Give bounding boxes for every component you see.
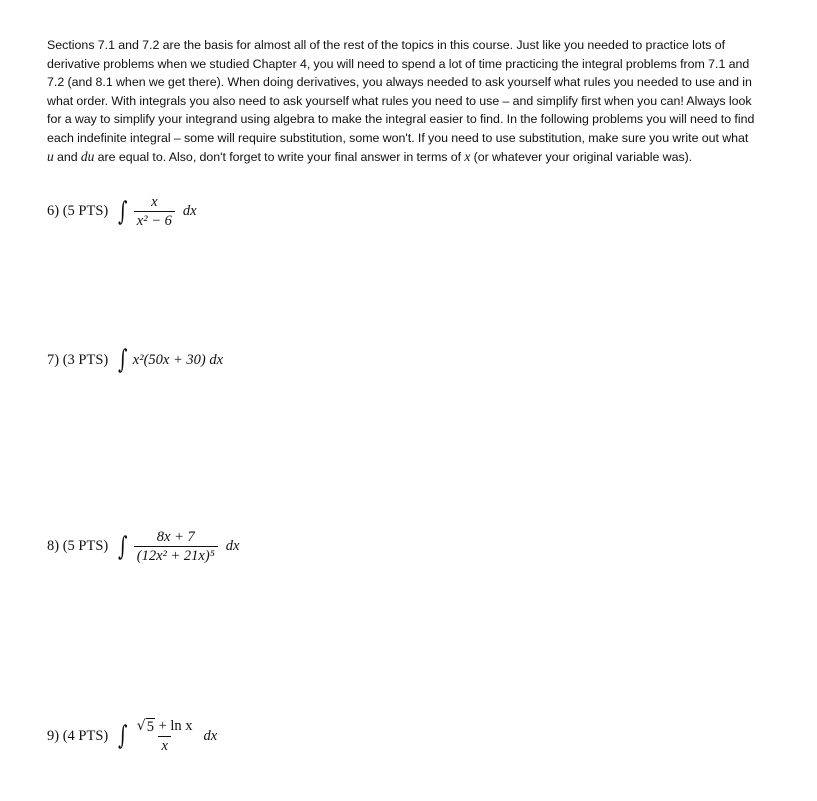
instructions-line: Sections 7.1 and 7.2 are the basis for almost all of the rest of the topics in this course. Just like you needed to practice lots of [47,38,726,52]
problem-label: 6) (5 PTS) [47,203,109,219]
problem-label: 9) (4 PTS) [47,727,109,744]
fraction [134,529,218,564]
fraction-denominator: x² − 6 [134,211,175,229]
variable-u: u [47,148,54,164]
instructions-text: (or whatever your original variable was). [470,149,693,164]
instructions-line: 7.2 (and 8.1 when we get there). When doing derivatives, you always needed to ask yourself what rules you needed to use and in [47,75,752,90]
differential: dx [225,538,240,554]
fraction-denominator: (12x² + 21x)⁵ [134,546,218,564]
instructions-line: for a way to simplify your integrand using algebra to make the integral easier to find. In the following problems you will need to find [47,112,755,127]
variable-x: x [464,148,471,164]
integral-sign: ∫ [118,721,128,751]
instructions-line-last [47,148,772,167]
problem-6 [47,194,197,229]
fraction-numerator: x [151,194,158,210]
instructions-line: derivative problems when we studied Chapter 4, you will need to spend a lot of time practicing the integral problems from 7.1 and [47,56,750,71]
problem-7 [47,347,223,373]
instructions-line: each indefinite integral – some will require substitution, some won't. If you need to use substitution, make sure you write out what [47,130,749,145]
problem-label: 8) (5 PTS) [47,538,109,554]
integrand-expression: x²(50x + 30) dx [132,351,224,368]
differential: dx [203,727,218,744]
problem-9 [47,718,217,754]
integral-sign: ∫ [118,345,128,375]
problem-label: 7) (3 PTS) [47,351,109,368]
fraction-numerator: 8x + 7 [156,529,195,545]
radical-sign: √ [136,718,146,734]
instructions-line: what order. With integrals you also need to ask yourself what rules you need to use – and simplify first when you can! Always look [47,93,752,108]
problem-8 [47,529,239,564]
radicand: 5 [146,719,154,735]
instructions-paragraph [47,36,772,166]
integral-sign: ∫ [118,196,128,227]
square-root [137,718,155,735]
fraction-denominator: x [158,736,170,754]
fraction [134,194,175,229]
fraction-numerator [134,718,196,736]
instructions-text: and [53,149,81,164]
numerator-rest: + ln x [154,718,193,734]
variable-du: du [80,148,95,164]
instructions-text: are equal to. Also, don't forget to write your final answer in terms of [94,149,465,164]
differential: dx [182,203,197,219]
fraction [134,718,196,754]
integral-sign: ∫ [118,531,128,562]
